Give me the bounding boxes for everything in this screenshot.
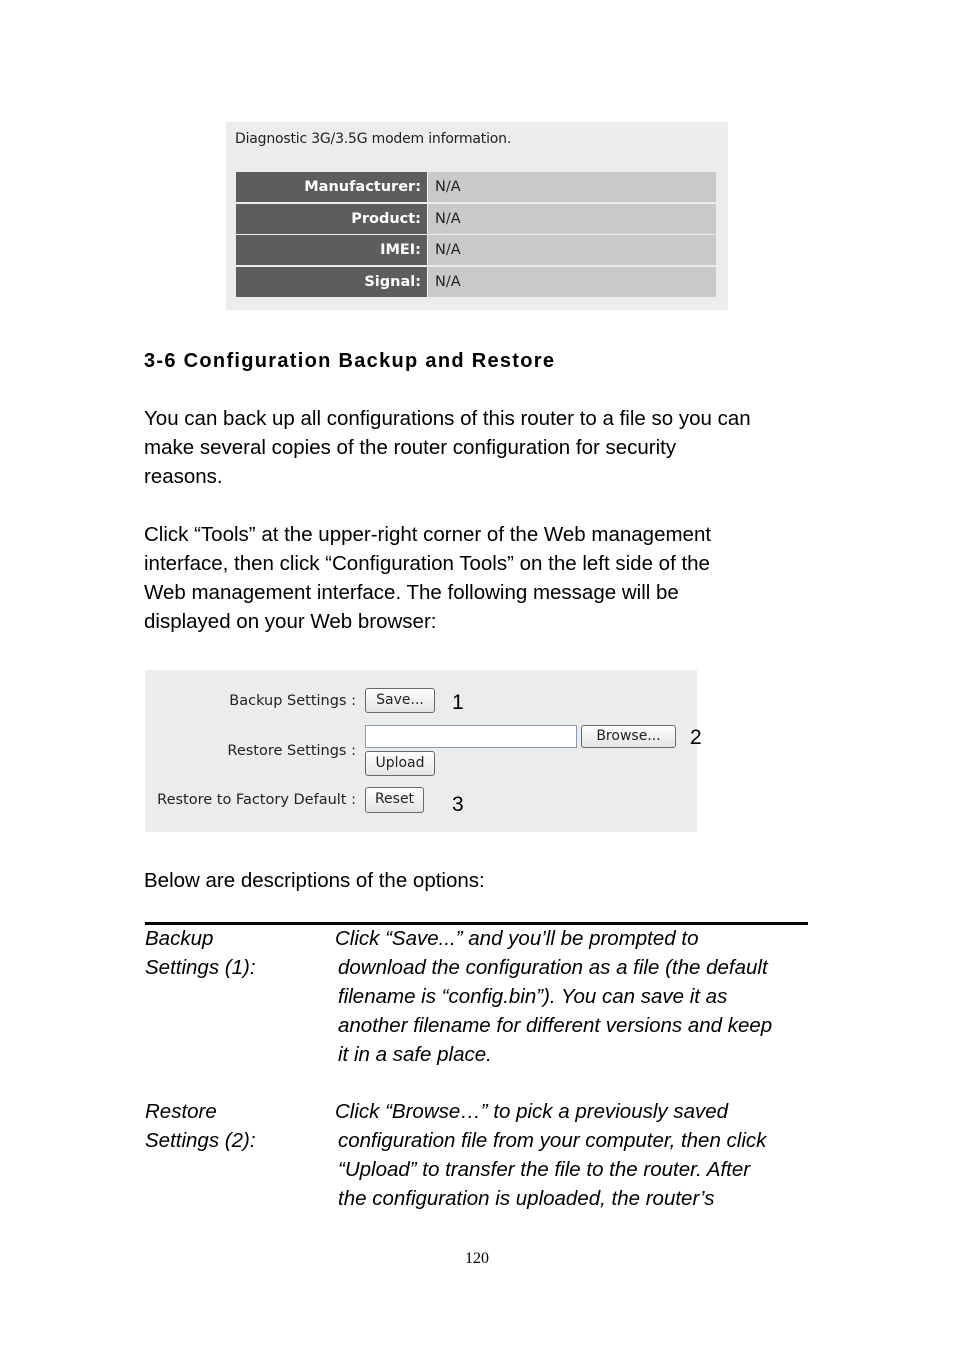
modem-row-manufacturer <box>236 172 716 202</box>
browse-button[interactable]: Browse... <box>581 725 676 748</box>
term-line: Settings (1): <box>145 956 256 979</box>
backup-settings-label: Backup Settings : <box>229 693 356 709</box>
definition-line: configuration file from your computer, then click <box>338 1129 767 1152</box>
section-heading: 3-6 Configuration Backup and Restore <box>144 350 556 372</box>
restore-settings-label: Restore Settings : <box>227 743 356 759</box>
definition-line: download the configuration as a file (the default <box>338 956 768 979</box>
term-line: Restore <box>145 1100 217 1123</box>
term-backup-settings <box>145 924 330 982</box>
paragraph-line: make several copies of the router configuration for security <box>144 436 677 459</box>
upload-button[interactable]: Upload <box>365 751 435 776</box>
modem-row-signal <box>236 267 716 297</box>
page-number: 120 <box>465 1250 489 1267</box>
paragraph-line: displayed on your Web browser: <box>144 610 437 633</box>
callout-number: 2 <box>690 726 702 749</box>
instructions-paragraph <box>144 520 824 636</box>
modem-row-value: N/A <box>428 204 716 234</box>
paragraph-line: interface, then click “Configuration Tools” on the left side of the <box>144 552 710 575</box>
definition-backup-settings <box>335 924 818 1069</box>
definition-line: it in a safe place. <box>338 1043 492 1066</box>
save-button[interactable]: Save... <box>365 688 435 713</box>
callout-number: 1 <box>452 691 464 714</box>
paragraph-line: Web management interface. The following message will be <box>144 581 679 604</box>
term-restore-settings <box>145 1097 330 1155</box>
factory-default-label: Restore to Factory Default : <box>157 792 356 808</box>
paragraph-line: Click “Tools” at the upper-right corner of the Web management <box>144 523 712 546</box>
definition-line: Click “Browse…” to pick a previously saved <box>335 1100 729 1123</box>
modem-row-product <box>236 204 716 234</box>
modem-row-imei <box>236 235 716 265</box>
modem-row-label: Manufacturer: <box>236 172 427 202</box>
modem-row-label: Product: <box>236 204 427 234</box>
term-line: Settings (2): <box>145 1129 256 1152</box>
modem-row-label: IMEI: <box>236 235 427 265</box>
configuration-tools-panel <box>145 670 702 832</box>
term-line: Backup <box>145 927 214 950</box>
definition-line: another filename for different versions and keep <box>338 1014 773 1037</box>
descriptions-intro: Below are descriptions of the options: <box>144 869 485 892</box>
paragraph-line: reasons. <box>144 465 223 488</box>
paragraph-line: You can back up all configurations of this router to a file so you can <box>144 407 751 430</box>
modem-row-value: N/A <box>428 172 716 202</box>
modem-row-label: Signal: <box>236 267 427 297</box>
definition-restore-settings <box>335 1097 818 1213</box>
modem-info-panel <box>226 122 728 310</box>
definition-line: “Upload” to transfer the file to the router. After <box>338 1158 751 1181</box>
modem-row-value: N/A <box>428 235 716 265</box>
definition-line: Click “Save...” and you’ll be prompted to <box>335 927 699 950</box>
modem-info-title: Diagnostic 3G/3.5G modem information. <box>235 131 512 147</box>
modem-info-table <box>236 172 716 298</box>
intro-paragraph <box>144 404 824 491</box>
definition-line: the configuration is uploaded, the router’s <box>338 1187 715 1210</box>
reset-button[interactable]: Reset <box>365 787 424 813</box>
callout-number: 3 <box>452 793 464 816</box>
modem-row-value: N/A <box>428 267 716 297</box>
definition-line: filename is “config.bin”). You can save it as <box>338 985 728 1008</box>
restore-file-input[interactable] <box>365 725 577 748</box>
